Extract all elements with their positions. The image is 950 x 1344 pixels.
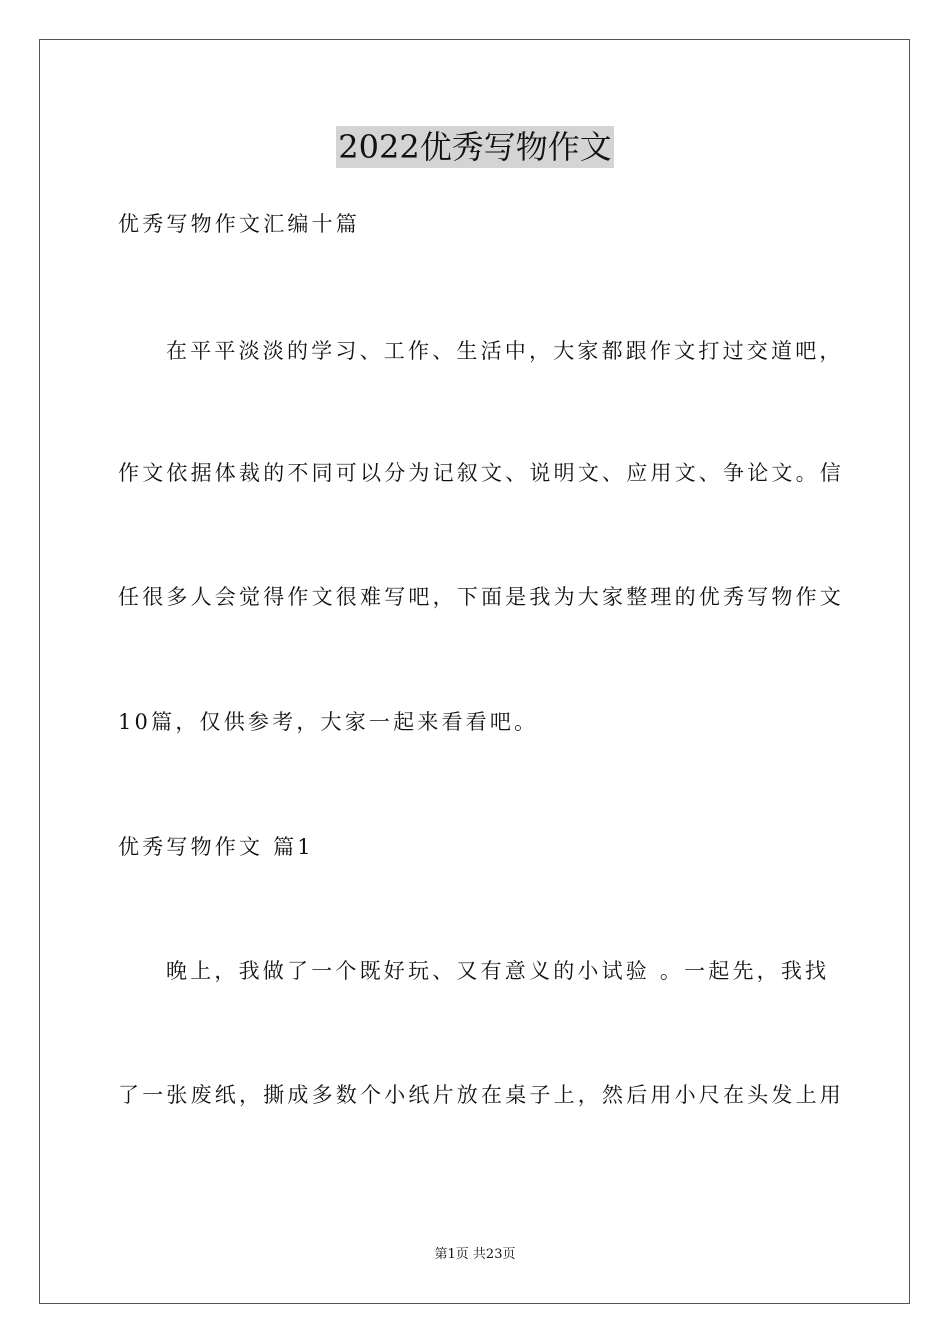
document-title: 2022优秀写物作文 (338, 128, 612, 166)
intro-line-4: 10篇，仅供参考，大家一起来看看吧。 (118, 710, 539, 734)
section-heading: 优秀写物作文 篇1 (118, 835, 314, 859)
page-footer: 第1页 共23页 (434, 1247, 516, 1262)
intro-line-1: 在平平淡淡的学习、工作、生活中，大家都跟作文打过交道吧， (166, 339, 844, 363)
title-container (0, 126, 950, 168)
intro-line-2: 作文依据体裁的不同可以分为记叙文、说明文、应用文、争论文。信 (118, 461, 844, 485)
body-line-1: 晚上，我做了一个既好玩、又有意义的小试验 。一起先，我找 (166, 959, 830, 983)
document-subtitle: 优秀写物作文汇编十篇 (118, 212, 360, 236)
body-line-2: 了一张废纸，撕成多数个小纸片放在桌子上，然后用小尺在头发上用 (118, 1083, 844, 1107)
intro-line-3: 任很多人会觉得作文很难写吧，下面是我为大家整理的优秀写物作文 (118, 585, 844, 609)
